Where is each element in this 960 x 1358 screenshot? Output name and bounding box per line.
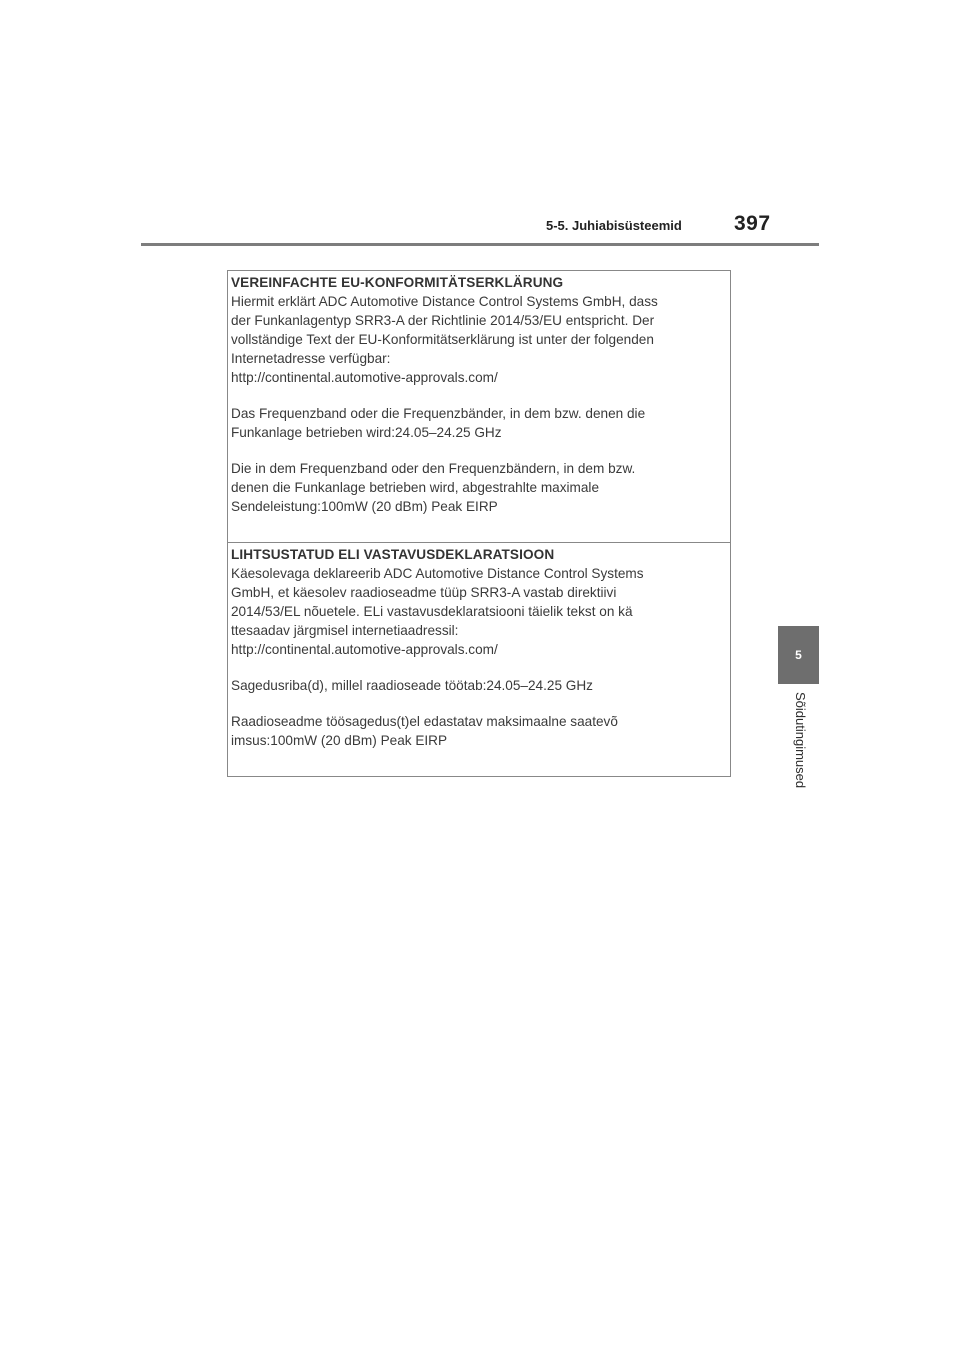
paragraph-line: GmbH, et käesolev raadioseadme tüüp SRR3-A vastab direktiivi — [231, 585, 617, 600]
conformity-declaration-box — [227, 270, 731, 777]
paragraph-line: Sagedusriba(d), millel raadioseade töötab:24.05–24.25 GHz — [231, 678, 593, 693]
declaration-german — [228, 271, 730, 543]
paragraph-line: Internetadresse verfügbar: — [231, 351, 391, 366]
declaration-estonian — [228, 543, 730, 776]
paragraph-line: Raadioseadme töösagedus(t)el edastatav maksimaalne saatevõ — [231, 714, 618, 729]
paragraph-line: Funkanlage betrieben wird:24.05–24.25 GHz — [231, 425, 502, 440]
declaration-german-title: VEREINFACHTE EU-KONFORMITÄTSERKLÄRUNG — [231, 275, 564, 290]
page-number: 397 — [734, 212, 771, 235]
running-header-section: 5-5. Juhiabisüsteemid — [546, 218, 682, 233]
paragraph-line: Hiermit erklärt ADC Automotive Distance Control Systems GmbH, dass — [231, 294, 658, 309]
header-divider — [141, 243, 819, 246]
paragraph-line: 2014/53/EL nõuetele. ELi vastavusdeklaratsiooni täielik tekst on kä — [231, 604, 633, 619]
paragraph-line: ttesaadav järgmisel internetiaadressil: — [231, 623, 459, 638]
paragraph-line: denen die Funkanlage betrieben wird, abgestrahlte maximale — [231, 480, 600, 495]
url-text: http://continental.automotive-approvals.com/ — [231, 370, 498, 385]
declaration-estonian-title: LIHTSUSTATUD ELI VASTAVUSDEKLARATSIOON — [231, 547, 555, 562]
chapter-tab — [778, 626, 819, 684]
url-text: http://continental.automotive-approvals.com/ — [231, 642, 498, 657]
paragraph-line: Sendeleistung:100mW (20 dBm) Peak EIRP — [231, 499, 498, 514]
paragraph-line: der Funkanlagentyp SRR3-A der Richtlinie 2014/53/EU entspricht. Der — [231, 313, 655, 328]
paragraph-line: vollständige Text der EU-Konformitätserklärung ist unter der folgenden — [231, 332, 654, 347]
paragraph-line: Die in dem Frequenzband oder den Frequenzbändern, in dem bzw. — [231, 461, 636, 476]
paragraph-line: Das Frequenzband oder die Frequenzbänder, in dem bzw. denen die — [231, 406, 646, 421]
paragraph-line: Käesolevaga deklareerib ADC Automotive Distance Control Systems — [231, 566, 644, 581]
chapter-number: 5 — [795, 648, 802, 662]
paragraph-line: imsus:100mW (20 dBm) Peak EIRP — [231, 733, 448, 748]
chapter-label: Sõidutingimused — [793, 692, 808, 789]
